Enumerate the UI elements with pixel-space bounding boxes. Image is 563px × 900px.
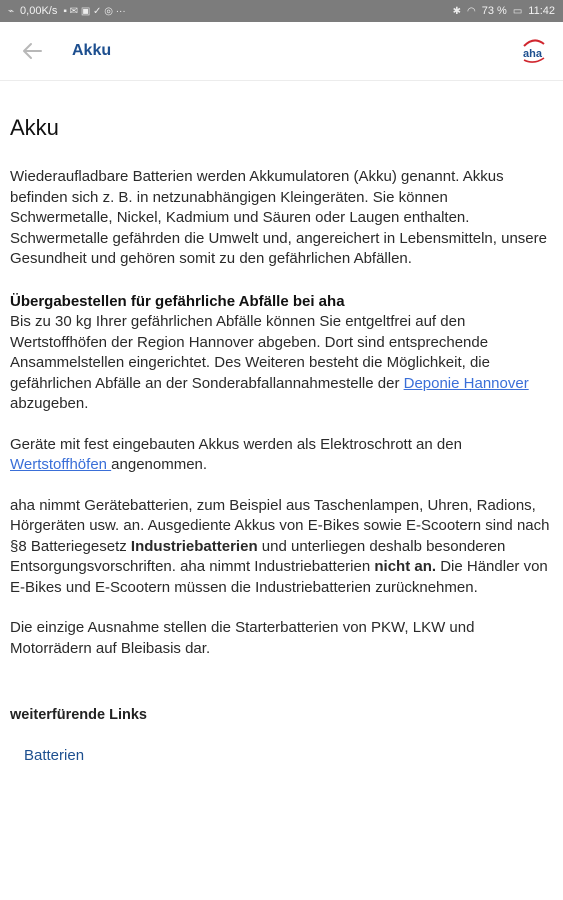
paragraph-text: angenommen.: [111, 456, 208, 473]
wertstoffhoefe-link[interactable]: Wertstoffhöfen: [10, 456, 112, 473]
link-batterien[interactable]: Batterien: [24, 747, 85, 764]
paragraph-text: Die Händler von E-Bikes und E-Scootern müssen die Industriebatterien zurücknehmen.: [10, 558, 548, 596]
app-bar-title: Akku: [72, 42, 112, 59]
exception-paragraph: Die einzige Ausnahme stellen die Starterbatterien von PKW, LKW und Motorrädern auf Bleibasis dar.: [10, 619, 475, 657]
bluetooth-icon: ✱: [452, 5, 462, 17]
built-in-battery-paragraph: [10, 435, 553, 476]
app-bar: [0, 22, 563, 81]
aha-logo: [519, 38, 549, 64]
status-right: [453, 5, 555, 17]
paragraph-text: Geräte mit fest eingebauten Akkus werden als Elektroschrott an den: [10, 435, 462, 453]
signal-icon: ⌁: [8, 5, 15, 17]
bold-text: nicht an.: [374, 558, 437, 575]
status-left: [8, 5, 126, 17]
page-title: Akku: [10, 115, 59, 140]
paragraph-text: aha nimmt Gerätebatterien, zum Beispiel aus Taschenlampen, Uhren, Radions, Hörgeräten usw. an. Ausgediente Akkus von E-Bikes sowie E-Scootern sind nach §8 Batteriegesetz: [10, 496, 550, 555]
paragraph-text: und unterliegen deshalb besonderen Entsorgungsvorschriften. aha nimmt Industriebatterien: [10, 537, 506, 575]
logo-text: aha: [523, 48, 542, 60]
intro-paragraph: Wiederaufladbare Batterien werden Akkumulatoren (Akku) genannt. Akkus befinden sich z. B. in netzunabhängigen Kleingeräten. Sie können Schwermetalle, Nickel, Kadmium und Säuren oder Laugen enthalten. Schwermetalle gefährden die Umwelt und, angereichert in Lebensmitteln, unsere Gesundheit und gehören somit zu den gefährlichen Abfällen.: [10, 168, 547, 267]
bold-text: Industriebatterien: [130, 537, 258, 555]
device-battery-paragraph: [10, 496, 553, 599]
network-speed: 0,00K/s: [20, 5, 58, 17]
clock: 11:42: [528, 5, 555, 17]
section-heading: Übergabestellen für gefährliche Abfälle bei aha: [10, 292, 345, 310]
deponie-hannover-link[interactable]: Deponie Hannover: [403, 374, 529, 392]
back-button[interactable]: [18, 37, 46, 65]
paragraph-text: abzugeben.: [10, 395, 89, 412]
further-links-heading: weiterfürende Links: [10, 707, 147, 723]
arrow-left-icon: [21, 42, 43, 60]
paragraph-text: Bis zu 30 kg Ihrer gefährlichen Abfälle können Sie entgeltfrei auf den Wertstoffhöfen der Region Hannover abgeben. Dort sind entsprechende Ansammelstellen eingerichtet. Des Weiteren besteht die Möglichkeit, die gefährlichen Abfälle an der Sonderabfallannahmestelle der: [10, 313, 490, 392]
article-content: [0, 115, 563, 764]
battery-icon: ▭: [512, 5, 523, 17]
notification-icons: ▪ ✉ ▣ ✓ ◎ ···: [63, 5, 126, 17]
wifi-icon: ◠: [467, 5, 476, 17]
status-bar: [0, 0, 563, 22]
collection-points-paragraph: [10, 312, 553, 415]
battery-percent: 73 %: [481, 5, 507, 17]
